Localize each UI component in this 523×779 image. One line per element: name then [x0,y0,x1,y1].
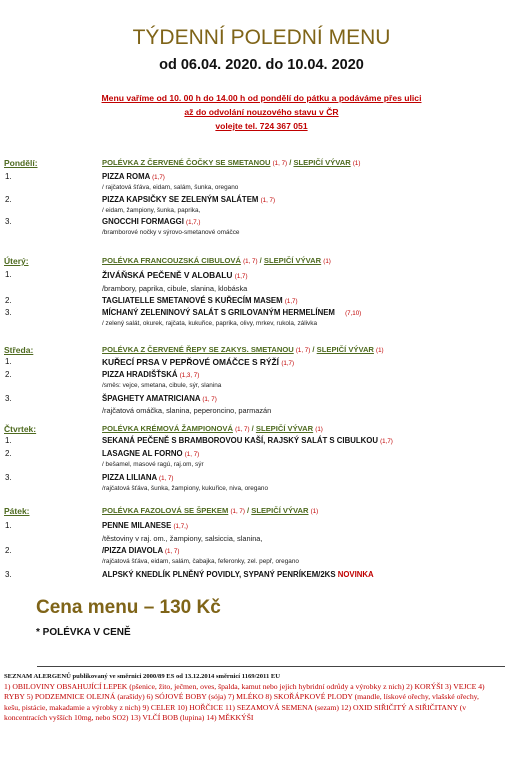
dish-allergens: (1,7) [284,298,298,305]
menu-item-name [102,296,298,305]
service-notice-emergency: až do odvolání nouzového stavu v ČR [184,107,339,117]
dish-name: ALPSKÝ KNEDLÍK PLNĚNÝ POVIDLY, SYPANÝ PENRÍKEM/2KS [102,570,336,579]
dish-description: / eidam, žampiony, šunka, paprika, [102,207,201,214]
item-number: 3. [5,570,12,579]
dish-allergens: (1,7,) [173,523,188,530]
dish-description: /rajčatová omáčka, slanina, peperoncino, parmazán [102,406,272,415]
soup-chicken-broth: SLEPIČÍ VÝVAR [251,506,309,515]
menu-item-name [102,521,188,530]
day-label: Pátek: [4,506,30,516]
soup-chicken-broth: SLEPIČÍ VÝVAR [293,158,351,167]
dish-allergens: (1,7) [234,273,248,280]
dish-description: /rajčatová šťáva, eidam, salám, čabajka, feferonky, zel. pepř, oregano [102,558,299,565]
soup-allergens: (1, 7) [230,508,245,515]
menu-item-name [102,394,217,403]
dish-description: /směs: vejce, smetana, cibule, sýr, slanina [102,382,222,389]
dish-name: KUŘECÍ PRSA V PEPŘOVÉ OMÁČCE S RÝŽÍ [102,357,279,367]
menu-item-name [102,217,201,226]
dish-description: / rajčatová šťáva, eidam, salám, šunka, oregano [102,184,239,191]
soup-allergens: (1) [352,160,361,167]
dish-name: PIZZA HRADIŠŤSKÁ [102,370,178,379]
dish-description: /rajčatová šťáva, šunka, žampiony, kukuřice, niva, oregano [102,485,269,492]
soup-line [102,424,323,433]
dish-description: / zelený salát, okurek, rajčata, kukuřice, paprika, olivy, mrkev, rukola, zálivka [102,320,317,327]
menu-item-name [102,370,199,379]
new-badge: NOVINKA [337,570,374,579]
soup-of-the-day: POLÉVKA KRÉMOVÁ ŽAMPIONOVÁ [102,424,233,433]
item-number: 3. [5,217,12,226]
dish-name: PIZZA KAPSIČKY SE ZELENÝM SALÁTEM [102,195,259,204]
soup-of-the-day: POLÉVKA Z ČERVENÉ ŘEPY SE ZAKYS. SMETANOU [102,345,294,354]
dish-allergens: (1, 7) [202,396,217,403]
menu-item-name [102,570,374,579]
day-label: Úterý: [4,256,29,266]
soup-separator: / [259,256,262,265]
dish-allergens: (1,3, 7) [179,372,200,379]
menu-item-name [102,473,174,482]
day-label: Čtvrtek: [4,424,37,434]
dish-allergens: (1, 7) [159,475,174,482]
dish-description: /těstoviny v raj. om., žampiony, salsiccia, slanina, [102,534,263,543]
menu-price: Cena menu – 130 Kč [36,597,221,618]
menu-item-name [102,546,179,555]
soup-allergens: (1, 7) [235,426,250,433]
item-number: 1. [5,172,12,181]
soup-allergens: (1) [376,347,384,354]
day-label: Středa: [4,345,34,355]
soup-of-the-day: POLÉVKA Z ČERVENÉ ČOČKY SE SMETANOU [102,158,271,167]
menu-item-name [102,270,248,280]
item-number: 1. [5,436,12,445]
dish-allergens: (1,7) [380,438,393,445]
soup-of-the-day: POLÉVKA FRANCOUZSKÁ CIBULOVÁ [102,256,241,265]
item-number: 3. [5,308,12,317]
dish-description: /brambory, paprika, cibule, slanina, klobáska [102,284,248,293]
dish-name: LASAGNE AL FORNO [102,449,183,458]
dish-allergens: (1,7) [152,174,165,181]
dish-allergens: (1,7,) [186,219,201,226]
dish-allergens: (1, 7) [164,548,180,555]
dish-allergens: (1, 7) [260,197,276,204]
allergen-heading: SEZNAM ALERGENŮ publikovaný ve směrnici 2000/89 ES od 13.12.2014 směrnicí 1169/2011 EU [4,673,281,680]
day-label: Pondělí: [4,158,38,168]
item-number: 3. [5,473,12,482]
item-number: 2. [5,296,12,305]
item-number: 2. [5,195,12,204]
dish-name: PENNE MILANESE [102,521,172,530]
soup-separator: / [289,158,292,167]
dish-name: MÍCHANÝ ZELENINOVÝ SALÁT S GRILOVANÝM HERMELÍNEM [102,308,335,317]
dish-allergens: (7,10) [345,310,362,317]
menu-date-range: od 06.04. 2020. do 10.04. 2020 [159,57,364,73]
dish-name: PIZZA ROMA [102,172,150,181]
soup-line [102,506,318,515]
dish-name: ŠPAGHETY AMATRICIANA [102,394,201,403]
menu-item-name [102,449,199,458]
item-number: 2. [5,546,12,555]
soup-included-note: * POLÉVKA V CENĚ [36,627,131,638]
soup-allergens: (1) [323,258,331,265]
dish-allergens: (1, 7) [184,451,200,458]
item-number: 2. [5,370,12,379]
soup-allergens: (1) [310,508,319,515]
soup-line [102,256,331,265]
dish-name: PIZZA LILIANA [102,473,157,482]
item-number: 3. [5,394,12,403]
allergen-list: 1) OBILOVINY OBSAHUJÍCÍ LEPEK (pšenice, žito, ječmen, oves, špalda, kamut nebo jejich hybridní odrůdy a výrobky z nich) 2) KORÝŠI 3) VEJCE 4) RYBY 5) PODZEMNICE OLEJNÁ (arašídy) 6) SÓJOVÉ BOBY (sója) 7) MLÉKO 8) SKOŘÁPKOVÉ PLODY (mandle, lískové ořechy, vlašské ořechy, kešu, pistácie, makadamie a výrobky z nich) 9) CELER 10) HOŘČICE 11) SEZAMOVÁ SEMENA (sezam) 12) OXID SIŘIČITÝ A SIŘIČITANY (v koncentracích vyšších 10mg, nebo SO2) 13) VLČÍ BOB (lupina) 14) MĚKKÝŠI [4,682,485,723]
item-number: 1. [5,521,12,530]
dish-name: TAGLIATELLE SMETANOVÉ S KUŘECÍM MASEM [102,296,283,305]
service-notice-hours: Menu vaříme od 10. 00 h do 14.00 h od pondělí do pátku a podáváme přes ulici [101,93,422,103]
soup-allergens: (1, 7) [272,160,288,167]
soup-allergens: (1, 7) [243,258,258,265]
footer-divider [37,666,505,667]
soup-separator: / [247,506,250,515]
menu-item-name [102,195,275,204]
menu-title: TÝDENNÍ POLEDNÍ MENU [132,26,391,49]
dish-allergens: (1,7) [281,360,295,367]
item-number: 1. [5,357,12,366]
dish-name: /PIZZA DIAVOLA [102,546,163,555]
soup-chicken-broth: SLEPIČÍ VÝVAR [316,345,374,354]
dish-description: /bramborové nočky v sýrovo-smetanové omáčce [102,229,240,236]
dish-name: SEKANÁ PEČENĚ S BRAMBOROVOU KAŠÍ, RAJSKÝ SALÁT S CIBULKOU [102,436,378,445]
dish-description: / bešamel, masové ragú, raj.om, sýr [102,461,204,468]
soup-allergens: (1, 7) [295,347,311,354]
soup-allergens: (1) [315,426,323,433]
soup-of-the-day: POLÉVKA FAZOLOVÁ SE ŠPEKEM [102,506,229,515]
dish-name: ŽIVÁŇSKÁ PEČENĚ V ALOBALU [102,270,233,280]
item-number: 1. [5,270,12,279]
menu-item-name [102,308,361,317]
item-number: 2. [5,449,12,458]
soup-line [102,345,384,354]
menu-item-name [102,172,165,181]
soup-separator: / [251,424,254,433]
soup-separator: / [312,345,315,354]
service-notice-phone[interactable]: volejte tel. 724 367 051 [215,121,308,131]
soup-line [102,158,360,167]
menu-item-name [102,436,393,445]
soup-chicken-broth: SLEPIČÍ VÝVAR [255,424,314,433]
dish-name: GNOCCHI FORMAGGI [102,217,184,226]
menu-item-name [102,357,294,367]
soup-chicken-broth: SLEPIČÍ VÝVAR [263,256,322,265]
